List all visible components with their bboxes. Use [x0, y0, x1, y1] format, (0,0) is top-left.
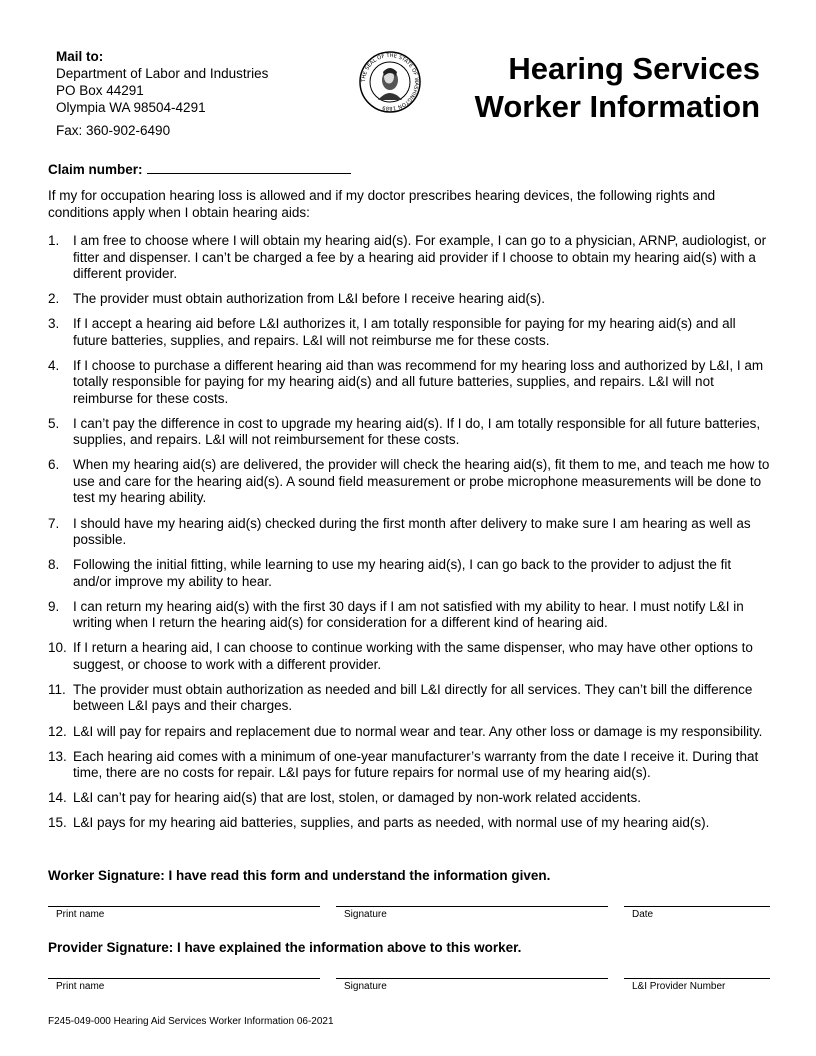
form-title [475, 50, 760, 126]
worker-print-name-field[interactable] [48, 906, 320, 920]
claim-number-field[interactable] [48, 160, 351, 177]
list-item [48, 358, 770, 408]
list-item [48, 233, 770, 283]
signature-line[interactable] [336, 906, 608, 907]
item-text: If I accept a hearing aid before L&I authorizes it, I am totally responsible for paying for my hearing aid(s) and all future batteries, supplies, and repairs. L&I will not reimburse me for these costs. [73, 316, 736, 348]
mailing-address-block [56, 48, 268, 139]
conditions-list [48, 233, 770, 840]
item-number: 13. [48, 748, 67, 764]
item-number: 7. [48, 515, 60, 531]
signature-caption: Signature [344, 981, 387, 992]
item-number: 15. [48, 815, 67, 831]
item-number: 10. [48, 640, 67, 656]
item-number: 14. [48, 790, 67, 806]
item-number: 5. [48, 415, 60, 431]
item-text: If I choose to purchase a different hearing aid than was recommend for my hearing loss and authorized by L&I, I am totally responsible for paying for my hearing aid(s) and all future batteries, supplies, and repairs. L&I will not reimburse for these costs. [73, 357, 764, 406]
address-line-1: Department of Labor and Industries [56, 66, 269, 81]
worker-signature-field[interactable] [336, 906, 608, 920]
list-item [48, 599, 770, 632]
item-text: L&I pays for my hearing aid batteries, supplies, and parts as needed, with normal use of my hearing aid(s). [73, 815, 710, 831]
item-text: The provider must obtain authorization as needed and bill L&I directly for all services. They can’t bill the difference between L&I pays and their charges. [73, 681, 753, 714]
list-item [48, 749, 770, 782]
item-text: I can’t pay the difference in cost to upgrade my hearing aid(s). If I do, I am totally responsible for all future batteries, supplies, and repairs. L&I will not reimbursement for these costs. [73, 415, 761, 448]
fax-number: Fax: 360-902-6490 [56, 123, 171, 138]
list-item [48, 557, 770, 590]
list-item [48, 457, 770, 507]
signature-line[interactable] [336, 978, 608, 979]
item-text: I should have my hearing aid(s) checked during the first month after delivery to make sure I am hearing as well as possible. [73, 515, 751, 548]
list-item [48, 815, 770, 832]
item-text: I am free to choose where I will obtain my hearing aid(s). For example, I can go to a physician, ARNP, audiologist, or fitter and dispenser. I can’t be charged a fee by a hearing aid provider if I choose to obtain my hearing aid(s) with a different provider. [73, 233, 767, 281]
intro-paragraph: If my for occupation hearing loss is allowed and if my doctor prescribes hearing devices, the following rights and conditions apply when I obtain hearing aids: [48, 188, 716, 220]
worker-date-field[interactable] [624, 906, 770, 920]
item-number: 2. [48, 291, 60, 307]
address-line-3: Olympia WA 98504-4291 [56, 100, 206, 115]
address-line-2: PO Box 44291 [56, 83, 144, 98]
item-number: 4. [48, 357, 60, 373]
form-footer: F245-049-000 Hearing Aid Services Worker Information 06-2021 [48, 1016, 334, 1027]
item-number: 9. [48, 598, 60, 614]
item-number: 11. [48, 681, 66, 697]
claim-number-label: Claim number: [48, 162, 143, 177]
item-text: L&I will pay for repairs and replacement due to normal wear and tear. Any other loss or damage is my responsibility. [73, 723, 763, 739]
item-number: 12. [48, 723, 67, 739]
signature-line[interactable] [624, 906, 770, 907]
list-item [48, 516, 770, 549]
svg-text:THE SEAL OF THE STATE OF WASHI: THE SEAL OF THE STATE OF WASHINGTON 1889 [360, 52, 420, 112]
print-name-caption: Print name [56, 981, 105, 992]
signature-caption: Signature [344, 909, 387, 920]
item-number: 1. [48, 233, 60, 248]
item-number: 6. [48, 457, 60, 473]
list-item [48, 291, 770, 308]
title-line-2: Worker Information [474, 89, 760, 124]
print-name-caption: Print name [56, 909, 105, 920]
signature-line[interactable] [48, 906, 320, 907]
item-text: Following the initial fitting, while learning to use my hearing aid(s), I can go back to the provider to adjust the fit and/or improve my ability to hear. [73, 557, 732, 589]
list-item [48, 640, 770, 673]
signature-line[interactable] [48, 978, 320, 979]
list-item [48, 316, 770, 349]
item-text: When my hearing aid(s) are delivered, the provider will check the hearing aid(s), fit them to me, and teach me how to use and care for the hearing aid(s). A sound field measurement or probe microphone measurements will be done to test my hearing ability. [73, 457, 770, 506]
signature-line[interactable] [624, 978, 770, 979]
item-text: I can return my hearing aid(s) with the first 30 days if I am not satisfied with my ability to hear. I must notify L&I in writing when I return the hearing aid(s) for consideration for a different kind of hearing aid. [73, 598, 744, 631]
item-number: 8. [48, 557, 60, 573]
provider-number-field[interactable] [624, 978, 770, 992]
list-item [48, 416, 770, 449]
list-item [48, 682, 770, 715]
item-text: Each hearing aid comes with a minimum of one-year manufacturer’s warranty from the date I receive it. During that time, there are no costs for repair. L&I pays for future repairs for normal use of my hearing aid(s). [73, 748, 759, 781]
item-number: 3. [48, 316, 60, 332]
worker-signature-heading: Worker Signature: I have read this form and understand the information given. [48, 868, 551, 883]
item-text: L&I can’t pay for hearing aid(s) that are lost, stolen, or damaged by non-work related accidents. [73, 790, 642, 806]
provider-number-caption: L&I Provider Number [632, 981, 726, 992]
title-line-1: Hearing Services [508, 51, 760, 86]
mail-to-label: Mail to: [56, 49, 104, 64]
provider-signature-heading: Provider Signature: I have explained the information above to this worker. [48, 940, 522, 955]
washington-state-seal-icon [358, 50, 422, 114]
date-caption: Date [632, 909, 654, 920]
list-item [48, 790, 770, 807]
item-text: If I return a hearing aid, I can choose to continue working with the same dispenser, who may have other options to suggest, or choose to work with a different provider. [73, 640, 753, 672]
provider-signature-field[interactable] [336, 978, 608, 992]
claim-number-input-line[interactable] [147, 160, 351, 174]
item-text: The provider must obtain authorization from L&I before I receive hearing aid(s). [73, 291, 545, 307]
list-item [48, 724, 770, 741]
provider-print-name-field[interactable] [48, 978, 320, 992]
